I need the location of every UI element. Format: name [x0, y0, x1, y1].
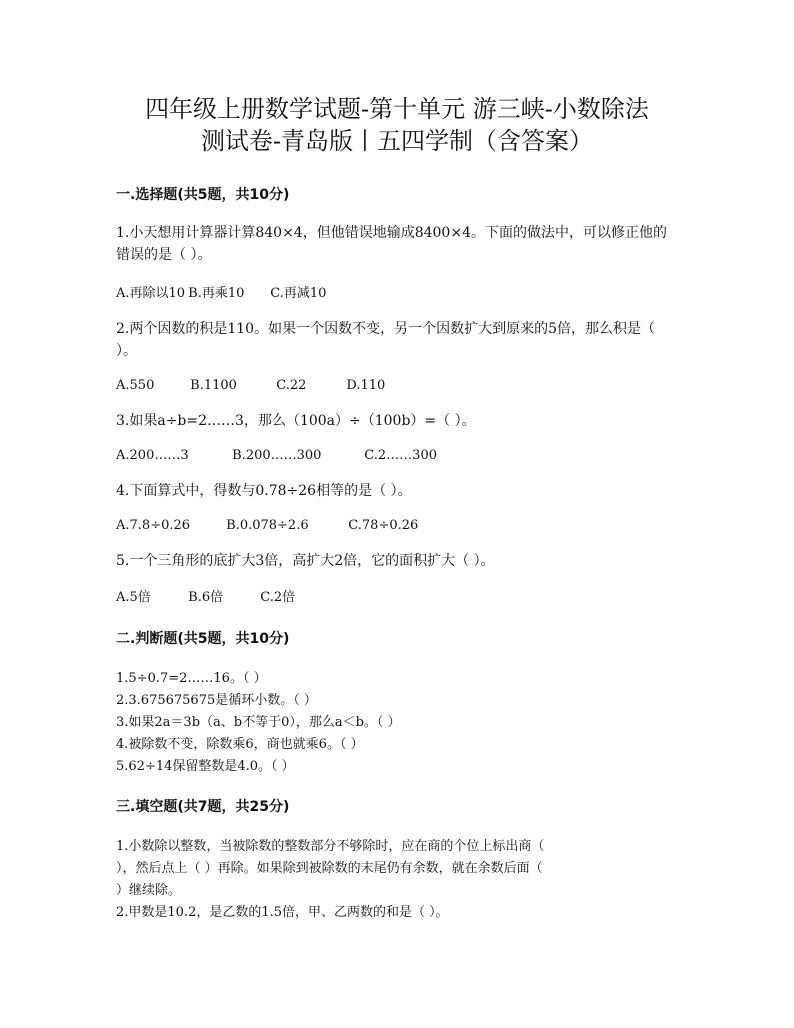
option-b: B.0.078÷2.6 [226, 518, 309, 533]
judge-question-2: 2.3.675675675是循环小数。（ ） [116, 693, 317, 708]
section-heading-fill: 三.填空题(共7题，共25分) [116, 799, 290, 815]
fill-question-1-line-2: ），然后点上（ ）再除。如果除到被除数的末尾仍有余数，就在余数后面（ [116, 861, 543, 876]
option-b: B.再乘10 [188, 286, 245, 301]
section-heading-choice: 一.选择题(共5题，共10分) [116, 187, 290, 203]
option-b: B.200……300 [232, 448, 322, 463]
choice-question-5: 5.一个三角形的底扩大3倍，高扩大2倍，它的面积扩大（ ）。 [116, 553, 495, 569]
option-c: C.2倍 [260, 590, 296, 605]
title-line-2: 测试卷-青岛版丨五四学制（含答案） [200, 127, 594, 155]
option-a: A.再除以10 [116, 286, 186, 301]
judge-question-5: 5.62÷14保留整数是4.0。（ ） [116, 759, 295, 774]
option-a: A.7.8÷0.26 [116, 518, 191, 533]
judge-question-4: 4.被除数不变，除数乘6，商也就乘6。（ ） [116, 737, 364, 752]
option-c: C.78÷0.26 [348, 518, 419, 533]
choice-options-5 [116, 588, 295, 608]
section-heading-judge: 二.判断题(共5题，共10分) [116, 631, 290, 647]
choice-options-4 [116, 516, 418, 536]
option-a: A.200……3 [116, 448, 189, 463]
choice-question-2: 2.两个因数的积是110。如果一个因数不变，另一个因数扩大到原来的5倍，那么积是（ ）。 [116, 321, 655, 359]
judge-question-3: 3.如果2a＝3b（a、b不等于0），那么a＜b。（ ） [116, 715, 401, 730]
choice-options-3 [116, 446, 437, 466]
option-a: A.5倍 [116, 590, 151, 605]
option-a: A.550 [116, 378, 155, 393]
choice-question-1: 1.小天想用计算器计算840×4，但他错误地输成8400×4。下面的做法中，可以修正他的错误的是（ ）。 [116, 225, 667, 263]
option-c: C.2……300 [364, 448, 437, 463]
choice-question-4: 4.下面算式中，得数与0.78÷26相等的是（ ）。 [116, 483, 412, 499]
option-b: B.1100 [190, 378, 237, 393]
choice-question-3: 3.如果a÷b=2……3，那么（100a）÷（100b）=（ ）。 [116, 413, 476, 429]
fill-question-2: 2.甲数是10.2，是乙数的1.5倍，甲、乙两数的和是（ ）。 [116, 905, 449, 920]
option-c: C.22 [276, 378, 307, 393]
option-b: B.6倍 [188, 590, 224, 605]
fill-question-1-line-1: 1.小数除以整数，当被除数的整数部分不够除时，应在商的个位上标出商（ [116, 839, 545, 854]
judge-question-1: 1.5÷0.7=2……16。（ ） [116, 671, 267, 686]
choice-options-1 [116, 284, 326, 304]
fill-question-1-line-3: ）继续除。 [116, 883, 182, 898]
choice-options-2 [116, 376, 385, 396]
title-line-1: 四年级上册数学试题-第十单元 游三峡-小数除法 [145, 95, 649, 123]
option-d: D.110 [346, 378, 386, 393]
option-c: C.再减10 [270, 286, 327, 301]
